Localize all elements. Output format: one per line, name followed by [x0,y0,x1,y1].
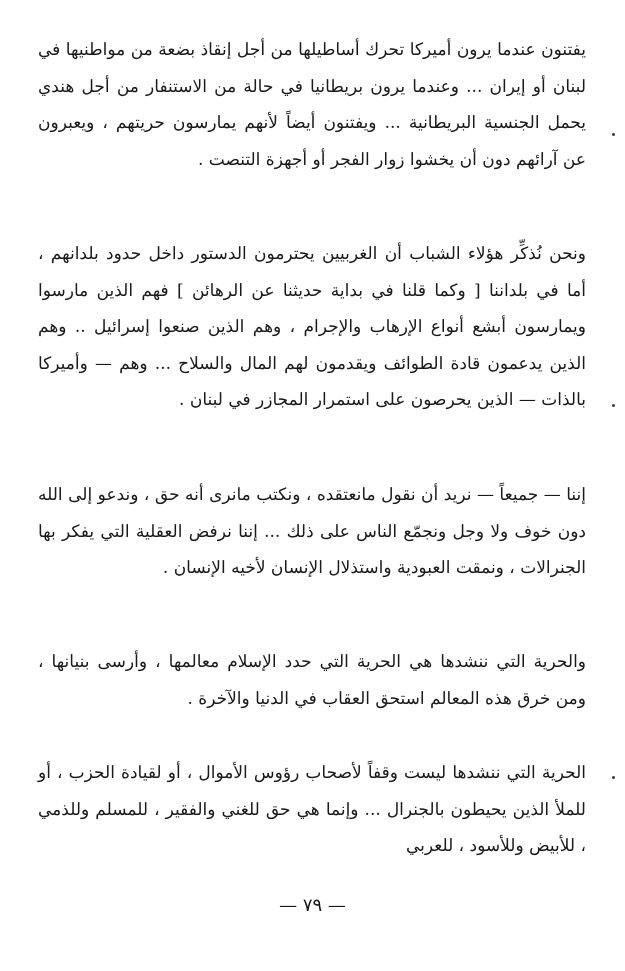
paragraph-2-text: ونحن نُذكِّر هؤلاء الشباب أن الغربيين يحترمون الدستور داخل حدود بلدانهم ، أما في بلداننا [ وكما قلنا في بداية حديثنا عن الرهائن ] فهم الذين مارسوا ويمارسون أبشع أنواع الإرهاب والإجرام ، وهم الذين صنعوا إسرائيل .. وهم الذين يدعمون قادة الطوائف ويقدمون لهم المال والسلاح ... وهم — وأميركا بالذات — الذين يحرصون على استمرار المجازر في لبنان . [38,244,586,410]
page-number: — ٧٩ — [279,895,346,916]
paragraph-3-text: إننا — جميعاً — نريد أن نقول مانعتقده ، ونكتب مانرى أنه حق ، وندعو إلى الله دون خوف ولا وجل ونجمّع الناس على ذلك ... إننا نرفض العقلية التي يفكر بها الجنرالات ، ونمقت العبودية واستذلال الإنسان لأخيه الإنسان . [38,485,586,578]
paragraph-1-text: يفتنون عندما يرون أميركا تحرك أساطيلها من أجل إنقاذ بضعة من مواطنيها في لبنان أو إيران ... وعندما يرون بريطانيا في حالة من الاستنفار من أجل هندي يحمل الجنسية البريطانية ... ويفتنون أيضاً لأنهم يمارسون حريتهم ، ويعبرون عن آرائهم دون أن يخشوا زوار الفجر أو أجهزة التنصت . [38,40,586,170]
paragraph-1 [38,32,586,178]
paragraph-4-text: والحرية التي ننشدها هي الحرية التي حدد الإسلام معالمها ، وأرسى بنيانها ، ومن خرق هذه المعالم استحق العقاب في الدنيا والآخرة . [38,652,586,709]
paragraph-5-text: الحرية التي ننشدها ليست وقفاً لأصحاب رؤوس الأموال ، أو لقيادة الحزب ، أو للملأ الذين يحيطون بالجنرال ... وإنما هي حق للغني والفقير ، للمسلم وللذمي ، للأبيض وللأسود ، للعربي [38,763,586,856]
paragraph-3 [38,477,586,587]
scan-mark [612,133,615,136]
paragraph-5 [38,755,586,865]
scan-mark [612,404,615,407]
paragraph-4 [38,644,586,717]
scan-mark [612,776,615,779]
paragraph-2 [38,236,586,419]
